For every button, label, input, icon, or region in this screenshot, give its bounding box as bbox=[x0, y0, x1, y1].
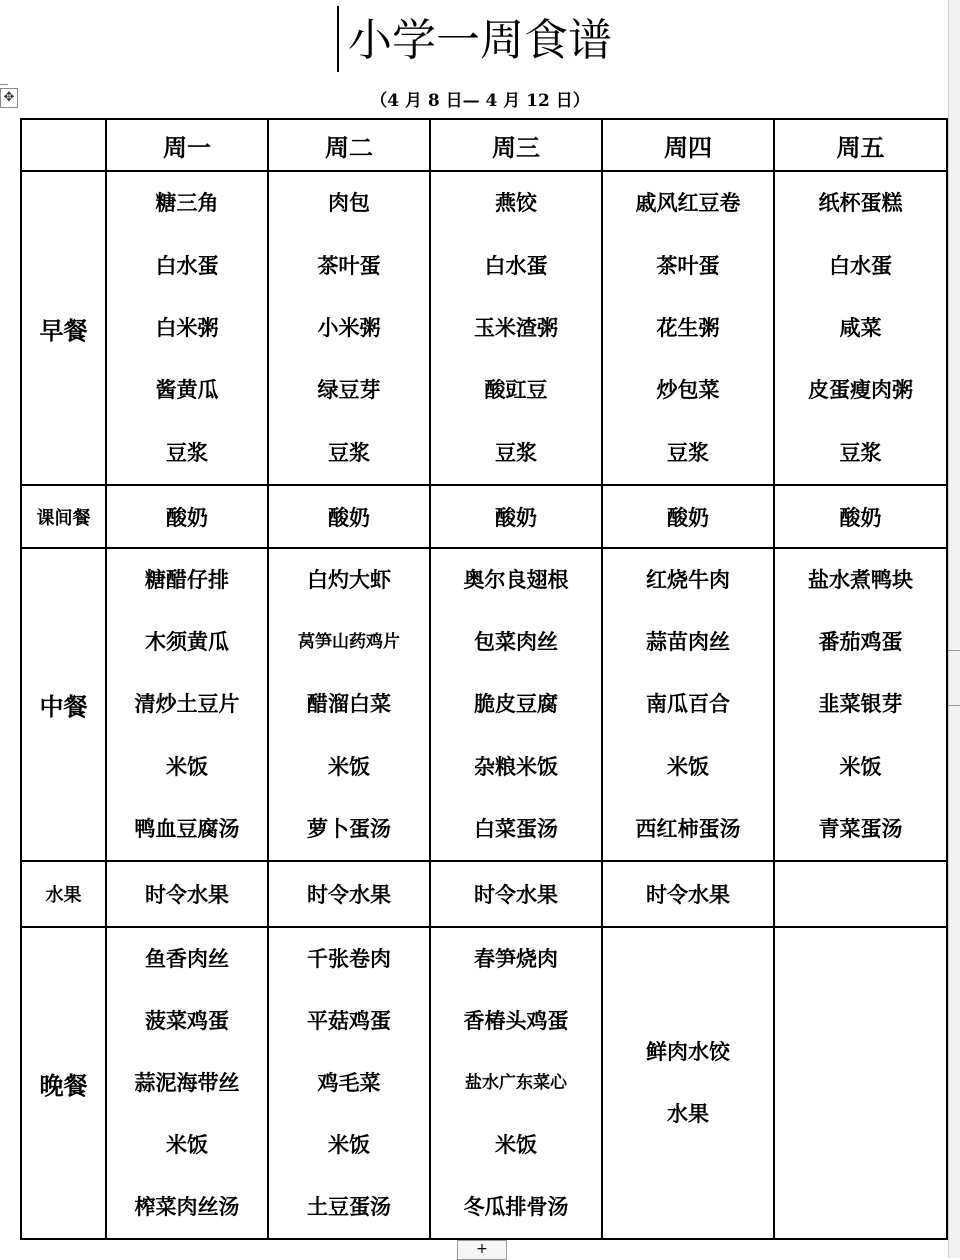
dish-item: 莴笋山药鸡片 bbox=[298, 632, 400, 653]
menu-cell bbox=[602, 171, 774, 485]
menu-cell: 时令水果 bbox=[268, 861, 430, 927]
dish-item: 香椿头鸡蛋 bbox=[463, 1009, 569, 1033]
dish-item: 炒包菜 bbox=[656, 378, 720, 403]
menu-cell: 时令水果 bbox=[602, 861, 774, 927]
dish-item: 小米粥 bbox=[317, 315, 381, 340]
dish-item: 春笋烧肉 bbox=[474, 947, 558, 971]
dish-item: 土豆蛋汤 bbox=[307, 1195, 391, 1219]
dish-item: 酱黄瓜 bbox=[155, 378, 219, 403]
day-header: 周三 bbox=[430, 119, 602, 171]
dish-item: 鲜肉水饺 bbox=[646, 1040, 730, 1064]
dish-item: 肉包 bbox=[328, 191, 370, 216]
menu-cell bbox=[430, 548, 602, 861]
dish-item: 醋溜白菜 bbox=[307, 692, 391, 717]
weekly-menu-table bbox=[20, 118, 948, 1240]
dish-item: 青菜蛋汤 bbox=[818, 816, 903, 841]
dish-item: 包菜肉丝 bbox=[474, 630, 558, 655]
dish-list bbox=[775, 172, 946, 484]
menu-cell: 酸奶 bbox=[430, 485, 602, 548]
menu-cell bbox=[430, 171, 602, 485]
dish-item: 燕饺 bbox=[495, 191, 537, 216]
menu-cell bbox=[430, 927, 602, 1239]
menu-cell bbox=[268, 171, 430, 485]
dish-item: 绿豆芽 bbox=[317, 378, 381, 403]
header-row bbox=[21, 119, 947, 171]
row-label: 水果 bbox=[21, 861, 106, 927]
dish-item: 蒜苗肉丝 bbox=[646, 630, 730, 655]
menu-cell bbox=[774, 171, 947, 485]
menu-cell bbox=[106, 548, 268, 861]
dish-item: 豆浆 bbox=[495, 440, 537, 465]
dish-item: 千张卷肉 bbox=[307, 947, 391, 971]
corner-cell bbox=[21, 119, 106, 171]
menu-cell bbox=[268, 927, 430, 1239]
dish-item: 茶叶蛋 bbox=[656, 253, 720, 278]
menu-cell bbox=[774, 927, 947, 1239]
menu-cell bbox=[602, 927, 774, 1239]
vertical-scrollbar[interactable] bbox=[948, 0, 960, 1258]
dish-item: 米饭 bbox=[328, 1133, 370, 1157]
dish-item: 茶叶蛋 bbox=[317, 253, 381, 278]
dish-item: 米饭 bbox=[328, 754, 370, 779]
row-label: 中餐 bbox=[21, 548, 106, 861]
menu-cell bbox=[602, 548, 774, 861]
dish-item: 白水蛋 bbox=[484, 253, 548, 278]
dish-item: 南瓜百合 bbox=[646, 692, 730, 717]
menu-cell: 酸奶 bbox=[774, 485, 947, 548]
ruler-tick bbox=[0, 84, 8, 85]
dish-list bbox=[431, 928, 601, 1238]
dish-item: 西红柿蛋汤 bbox=[635, 816, 741, 841]
dish-item: 脆皮豆腐 bbox=[474, 692, 558, 717]
dish-list bbox=[603, 172, 773, 484]
dish-item: 米饭 bbox=[495, 1133, 537, 1157]
dish-list bbox=[269, 172, 429, 484]
dish-item: 纸杯蛋糕 bbox=[818, 191, 903, 216]
day-header: 周二 bbox=[268, 119, 430, 171]
add-row-button[interactable]: + bbox=[457, 1240, 507, 1260]
dish-list bbox=[603, 928, 773, 1238]
menu-cell: 酸奶 bbox=[268, 485, 430, 548]
scroll-marker bbox=[948, 650, 960, 706]
dish-item: 糖醋仔排 bbox=[145, 568, 229, 593]
dish-list bbox=[107, 549, 267, 860]
dish-item: 清炒土豆片 bbox=[134, 692, 240, 717]
dish-list bbox=[431, 172, 601, 484]
dish-item: 豆浆 bbox=[328, 440, 370, 465]
dish-item: 冬瓜排骨汤 bbox=[463, 1195, 569, 1219]
dish-list bbox=[775, 549, 946, 860]
dish-item: 红烧牛肉 bbox=[646, 568, 730, 593]
dish-item: 米饭 bbox=[166, 754, 208, 779]
dish-item: 水果 bbox=[667, 1102, 709, 1126]
menu-cell: 酸奶 bbox=[106, 485, 268, 548]
dish-item: 韭菜银芽 bbox=[818, 692, 903, 717]
page-title: 小学一周食谱 bbox=[348, 15, 612, 66]
menu-cell: 酸奶 bbox=[602, 485, 774, 548]
dish-list bbox=[107, 172, 267, 484]
dish-item: 豆浆 bbox=[166, 440, 208, 465]
dish-item: 奥尔良翅根 bbox=[463, 568, 569, 593]
dish-item: 平菇鸡蛋 bbox=[307, 1009, 391, 1033]
row-label: 晚餐 bbox=[21, 927, 106, 1239]
dish-item: 白灼大虾 bbox=[307, 568, 391, 593]
date-range: （4 月 8 日— 4 月 12 日） bbox=[370, 91, 590, 111]
dish-list bbox=[603, 549, 773, 860]
row-label: 早餐 bbox=[21, 171, 106, 485]
dish-item: 米饭 bbox=[839, 754, 882, 779]
menu-cell bbox=[268, 548, 430, 861]
dish-list bbox=[269, 549, 429, 860]
dish-item: 白菜蛋汤 bbox=[474, 816, 558, 841]
dish-item: 白水蛋 bbox=[155, 253, 219, 278]
day-header: 周五 bbox=[774, 119, 947, 171]
dish-item: 糖三角 bbox=[155, 191, 219, 216]
dish-item: 白米粥 bbox=[155, 315, 219, 340]
dish-item: 戚风红豆卷 bbox=[635, 191, 741, 216]
snack-row bbox=[21, 485, 947, 548]
lunch-row bbox=[21, 548, 947, 861]
dish-item: 豆浆 bbox=[667, 440, 709, 465]
menu-cell: 时令水果 bbox=[430, 861, 602, 927]
table-move-handle-icon[interactable]: ✥ bbox=[0, 88, 18, 108]
dish-list bbox=[269, 928, 429, 1238]
dish-list bbox=[107, 928, 267, 1238]
dish-item: 杂粮米饭 bbox=[474, 754, 558, 779]
dish-item: 盐水广东菜心 bbox=[465, 1073, 567, 1093]
dish-item: 咸菜 bbox=[839, 315, 882, 340]
fruit-row bbox=[21, 861, 947, 927]
dish-item: 榨菜肉丝汤 bbox=[134, 1195, 240, 1219]
dish-item: 白水蛋 bbox=[829, 253, 892, 278]
dish-item: 萝卜蛋汤 bbox=[307, 816, 391, 841]
menu-cell bbox=[106, 927, 268, 1239]
menu-cell bbox=[106, 171, 268, 485]
menu-cell bbox=[774, 548, 947, 861]
dish-list bbox=[431, 549, 601, 860]
breakfast-row bbox=[21, 171, 947, 485]
day-header: 周一 bbox=[106, 119, 268, 171]
dish-item: 鱼香肉丝 bbox=[145, 947, 229, 971]
dish-item: 鸡毛菜 bbox=[317, 1071, 381, 1095]
dish-item: 蒜泥海带丝 bbox=[134, 1071, 240, 1095]
dish-item: 盐水煮鸭块 bbox=[808, 568, 913, 593]
dish-item: 米饭 bbox=[166, 1133, 208, 1157]
dish-item: 米饭 bbox=[667, 754, 709, 779]
row-label: 课间餐 bbox=[21, 485, 106, 548]
dish-item: 菠菜鸡蛋 bbox=[145, 1009, 229, 1033]
dish-item: 鸭血豆腐汤 bbox=[134, 816, 240, 841]
dinner-row bbox=[21, 927, 947, 1239]
menu-cell bbox=[774, 861, 947, 927]
day-header: 周四 bbox=[602, 119, 774, 171]
dish-item: 番茄鸡蛋 bbox=[818, 630, 903, 655]
dish-item: 花生粥 bbox=[656, 315, 720, 340]
dish-item: 玉米渣粥 bbox=[474, 315, 558, 340]
dish-item: 皮蛋瘦肉粥 bbox=[808, 378, 913, 403]
dish-item: 木须黄瓜 bbox=[145, 630, 229, 655]
menu-cell: 时令水果 bbox=[106, 861, 268, 927]
dish-item: 豆浆 bbox=[839, 440, 882, 465]
dish-item: 酸豇豆 bbox=[484, 378, 548, 403]
